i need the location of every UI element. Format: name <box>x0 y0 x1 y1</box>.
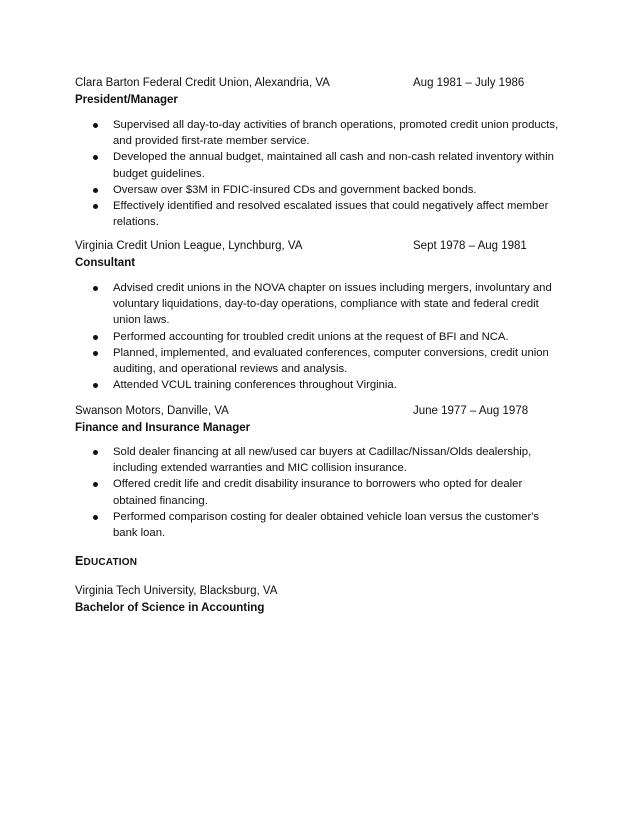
responsibility-text: Planned, implemented, and evaluated conferences, computer conversions, credit union auditing, and operational reviews and analysis. <box>113 346 549 376</box>
list-item <box>75 476 565 508</box>
responsibility-text: Developed the annual budget, maintained all cash and non-cash related inventory within budget guidelines. <box>113 151 554 180</box>
job-header <box>75 403 565 420</box>
list-item <box>75 444 565 476</box>
employer: Virginia Credit Union League, Lynchburg, VA <box>75 240 303 252</box>
section-heading-education <box>75 554 137 568</box>
list-item <box>75 329 565 345</box>
responsibility-text: Offered credit life and credit disability insurance to borrowers who opted for dealer obtained financing. <box>113 478 523 507</box>
bullet-icon <box>93 482 98 487</box>
list-item <box>75 198 565 230</box>
school-name: Virginia Tech University, Blacksburg, VA <box>75 585 278 597</box>
responsibility-text: Advised credit unions in the NOVA chapter on issues including mergers, involuntary and voluntary liquidations, day-to-day operations, compliance with state and federal credit union laws. <box>113 282 552 327</box>
list-item <box>75 509 565 541</box>
responsibility-text: Supervised all day-to-day activities of branch operations, promoted credit union products, and provided first-rate member service. <box>113 119 559 148</box>
job-entry <box>75 238 565 392</box>
bullet-icon <box>93 123 98 128</box>
responsibility-text: Sold dealer financing at all new/used car buyers at Cadillac/Nissan/Olds dealership, including extended warranties and MIC collision insurance. <box>113 446 532 475</box>
list-item <box>75 182 565 198</box>
job-entry <box>75 75 565 229</box>
bullet-icon <box>93 351 98 356</box>
list-item <box>75 345 565 377</box>
employment-dates: Sept 1978 – Aug 1981 <box>413 240 527 252</box>
responsibility-text: Effectively identified and resolved escalated issues that could negatively affect member relations. <box>113 200 549 229</box>
bullet-icon <box>93 204 98 209</box>
heading-rest: DUCATION <box>83 557 138 568</box>
bullet-icon <box>93 188 98 193</box>
job-title: Consultant <box>75 257 136 269</box>
degree: Bachelor of Science in Accounting <box>75 602 265 614</box>
responsibility-text: Oversaw over $3M in FDIC-insured CDs and government backed bonds. <box>113 183 477 196</box>
job-header <box>75 238 565 255</box>
responsibilities-list <box>75 280 565 393</box>
employment-dates: Aug 1981 – July 1986 <box>413 77 525 89</box>
responsibility-text: Performed accounting for troubled credit unions at the request of BFI and NCA. <box>113 330 509 343</box>
bullet-icon <box>93 286 98 291</box>
responsibility-text: Attended VCUL training conferences throughout Virginia. <box>113 379 397 392</box>
employer: Clara Barton Federal Credit Union, Alexandria, VA <box>75 77 330 89</box>
bullet-icon <box>93 450 98 455</box>
responsibility-text: Performed comparison costing for dealer obtained vehicle loan versus the customer's bank loan. <box>113 510 540 540</box>
job-title: President/Manager <box>75 94 178 106</box>
bullet-icon <box>93 515 98 520</box>
bullet-icon <box>93 155 98 160</box>
job-header <box>75 75 565 92</box>
employment-dates: June 1977 – Aug 1978 <box>413 405 529 417</box>
job-title: Finance and Insurance Manager <box>75 422 251 434</box>
heading-initial: E <box>75 554 84 568</box>
education-entry <box>75 583 565 617</box>
bullet-icon <box>93 335 98 340</box>
bullet-icon <box>93 383 98 388</box>
list-item <box>75 377 565 393</box>
job-entry <box>75 403 565 540</box>
responsibilities-list <box>75 117 565 230</box>
list-item <box>75 149 565 181</box>
employer: Swanson Motors, Danville, VA <box>75 405 229 417</box>
list-item <box>75 117 565 149</box>
responsibilities-list <box>75 444 565 541</box>
list-item <box>75 280 565 329</box>
